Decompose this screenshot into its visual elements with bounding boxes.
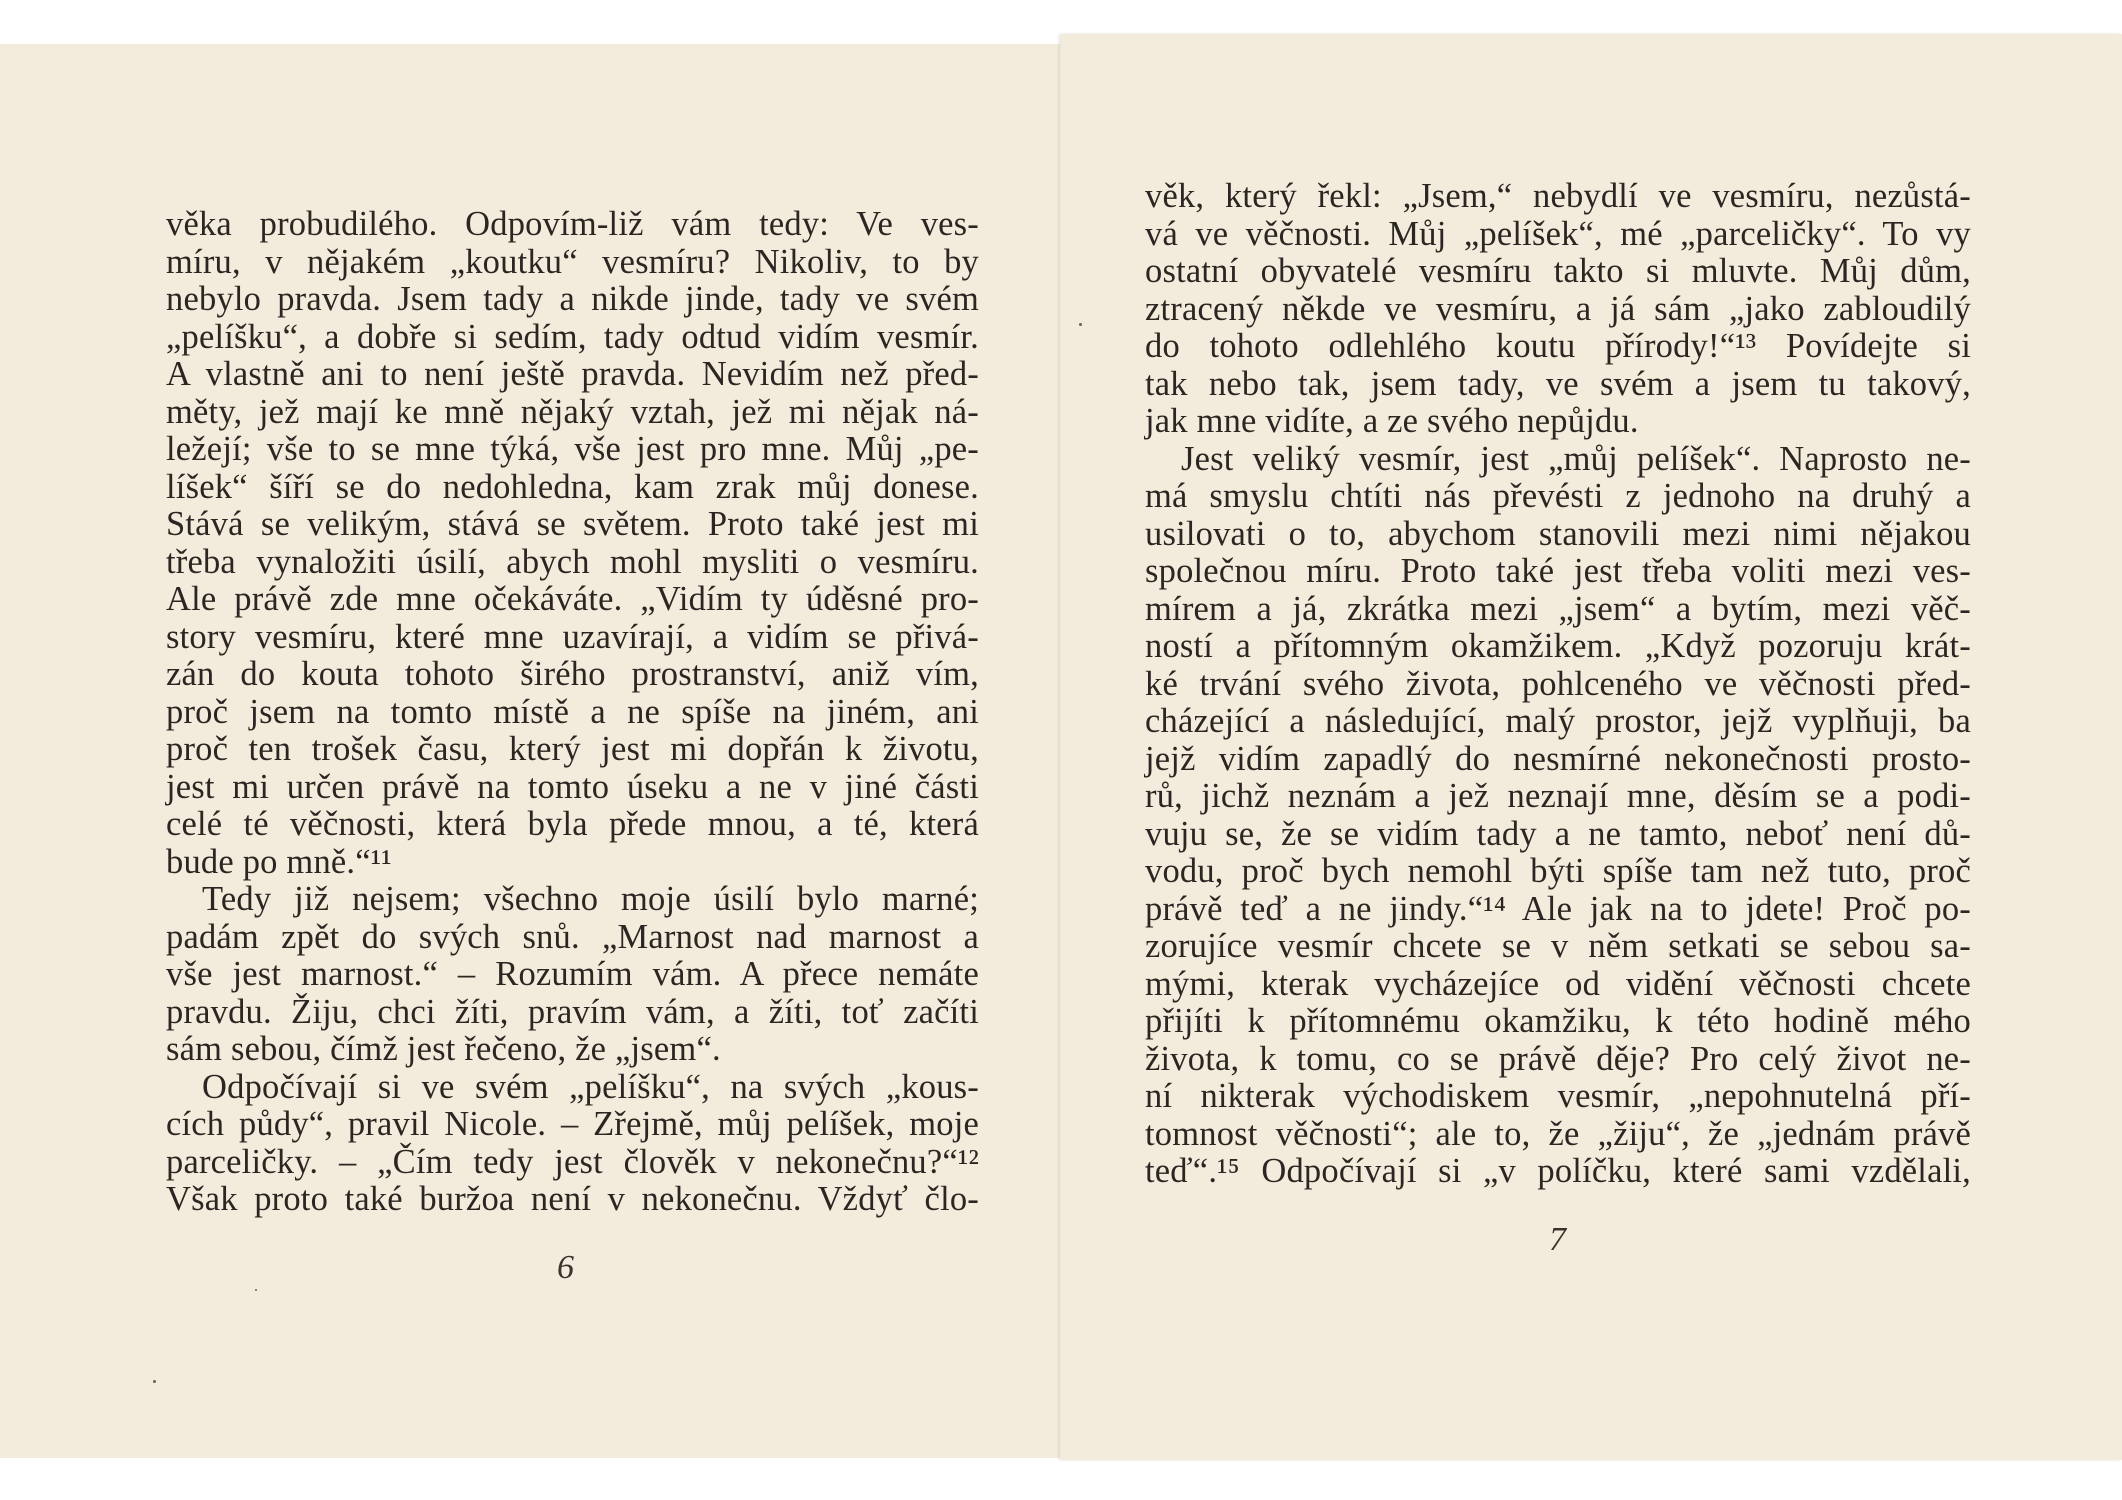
text-line: líšek“ šíří se do nedohledna, kam zrak můj donese. <box>166 467 979 506</box>
text-line: parceličky. – „Čím tedy jest člověk v nekonečnu?“¹² <box>166 1142 979 1181</box>
text-line: vše jest marnost.“ – Rozumím vám. A přece nemáte <box>166 955 979 993</box>
text-line: pravdu. Žiju, chci žíti, pravím vám, a žíti, toť začíti <box>166 992 979 1031</box>
text-line: vá ve věčnosti. Můj „pelíšek“, mé „parceličky“. To vy <box>1145 214 1971 253</box>
left-page <box>0 44 1060 1458</box>
text-line: Odpočívají si ve svém „pelíšku“, na svých „kous- <box>202 1067 979 1106</box>
text-line: společnou míru. Proto také jest třeba voliti mezi ves- <box>1145 552 1971 590</box>
text-line: života, k tomu, co se právě děje? Pro celý život ne- <box>1145 1039 1971 1078</box>
right-page-text <box>1145 178 1971 1191</box>
text-line: vuju se, že se vidím tady a ne tamto, neboť není dů- <box>1145 814 1971 853</box>
text-line: celé té věčnosti, která byla přede mnou, a té, která <box>166 805 979 843</box>
paper-speck <box>1079 323 1082 326</box>
text-line: ležejí; vše to se mne týká, vše jest pro mne. Můj „pe- <box>166 430 979 468</box>
text-line: teď“.¹⁵ Odpočívají si „v políčku, které sami vzdělali, <box>1145 1152 1971 1190</box>
text-line: proč jsem na tomto místě a ne spíše na jiném, ani <box>166 692 979 731</box>
text-line: Jest veliký vesmír, jest „můj pelíšek“. Naprosto ne- <box>1181 439 1971 478</box>
text-line: třeba vynaložiti úsilí, abych mohl mysliti o vesmíru. <box>166 542 979 581</box>
paper-speck <box>153 1380 156 1383</box>
text-line: má smyslu chtíti nás převésti z jednoho na druhý a <box>1145 477 1971 515</box>
text-line: cích půdy“, pravil Nicole. – Zřejmě, můj pelíšek, moje <box>166 1105 979 1143</box>
text-line: A vlastně ani to není ještě pravda. Nevidím než před- <box>166 355 979 393</box>
text-line: cházející a následující, malý prostor, jejž vyplňuji, ba <box>1145 702 1971 740</box>
text-line: přijíti k přítomnému okamžiku, k této hodině mého <box>1145 1002 1971 1040</box>
text-line: ostatní obyvatelé vesmíru takto si mluvte. Můj dům, <box>1145 252 1971 290</box>
left-page-text <box>166 206 979 1219</box>
text-line: ké trvání svého života, pohlceného ve věčnosti před- <box>1145 664 1971 703</box>
text-line: právě teď a ne jindy.“¹⁴ Ale jak na to jdete! Proč po- <box>1145 889 1971 928</box>
text-line: nebylo pravda. Jsem tady a nikde jinde, tady ve svém <box>166 280 979 318</box>
text-line: do tohoto odlehlého koutu přírody!“¹³ Povídejte si <box>1145 327 1971 365</box>
text-line: sám sebou, čímž jest řečeno, že „jsem“. <box>166 1030 721 1068</box>
paper-speck <box>255 1289 257 1291</box>
text-line: vodu, proč bych nemohl býti spíše tam než tuto, proč <box>1145 852 1971 890</box>
text-line: Ale právě zde mne očekáváte. „Vidím ty úděsné pro- <box>166 580 979 618</box>
text-line: jak mne vidíte, a ze svého nepůjdu. <box>1145 402 1639 440</box>
page-number: 7 <box>1549 1221 1566 1258</box>
text-line: rů, jichž neznám a jež neznají mne, děsím se a podi- <box>1145 777 1971 815</box>
text-line: ztracený někde ve vesmíru, a já sám „jako zabloudilý <box>1145 289 1971 328</box>
text-line: mírem a já, zkrátka mezi „jsem“ a bytím, mezi věč- <box>1145 589 1971 628</box>
text-line: jejž vidím zapadlý do nesmírné nekonečnosti prosto- <box>1145 739 1971 778</box>
text-line: věk, který řekl: „Jsem,“ nebydlí ve vesmíru, nezůstá- <box>1145 177 1971 215</box>
page-number: 6 <box>557 1249 574 1286</box>
text-line: ní nikterak východiskem vesmír, „nepohnutelná pří- <box>1145 1077 1971 1115</box>
text-line: měty, jež mají ke mně nějaký vztah, jež mi nějak ná- <box>166 392 979 431</box>
text-line: Tedy již nejsem; všechno moje úsilí bylo marné; <box>202 880 979 918</box>
text-line: bude po mně.“¹¹ <box>166 842 392 881</box>
text-line: padám zpět do svých snů. „Marnost nad marnost a <box>166 917 979 956</box>
text-line: zán do kouta tohoto širého prostranství, aniž vím, <box>166 655 979 693</box>
text-line: jest mi určen právě na tomto úseku a ne v jiné části <box>166 767 979 806</box>
text-line: míru, v nějakém „koutku“ vesmíru? Nikoliv, to by <box>166 242 979 281</box>
text-line: mými, kterak vycházejíce od vidění věčnosti chcete <box>1145 964 1971 1003</box>
text-line: proč ten trošek času, který jest mi dopřán k životu, <box>166 730 979 768</box>
text-line: tomnost věčnosti“; ale to, že „žiju“, že „jednám právě <box>1145 1114 1971 1153</box>
text-line: tak nebo tak, jsem tady, ve svém a jsem tu takový, <box>1145 364 1971 403</box>
text-line: věka probudilého. Odpovím-liž vám tedy: Ve ves- <box>166 205 979 243</box>
right-page <box>1061 34 2122 1460</box>
text-line: Však proto také buržoa není v nekonečnu. Vždyť člo- <box>166 1180 979 1218</box>
text-line: usilovati o to, abychom stanovili mezi nimi nějakou <box>1145 514 1971 553</box>
text-line: „pelíšku“, a dobře si sedím, tady odtud vidím vesmír. <box>166 317 979 356</box>
text-line: story vesmíru, které mne uzavírají, a vidím se přivá- <box>166 617 979 656</box>
text-line: zorujíce vesmír chcete se v něm setkati se sebou sa- <box>1145 927 1971 965</box>
text-line: ností a přítomným okamžikem. „Když pozoruju krát- <box>1145 627 1971 665</box>
text-line: Stává se velikým, stává se světem. Proto také jest mi <box>166 505 979 543</box>
